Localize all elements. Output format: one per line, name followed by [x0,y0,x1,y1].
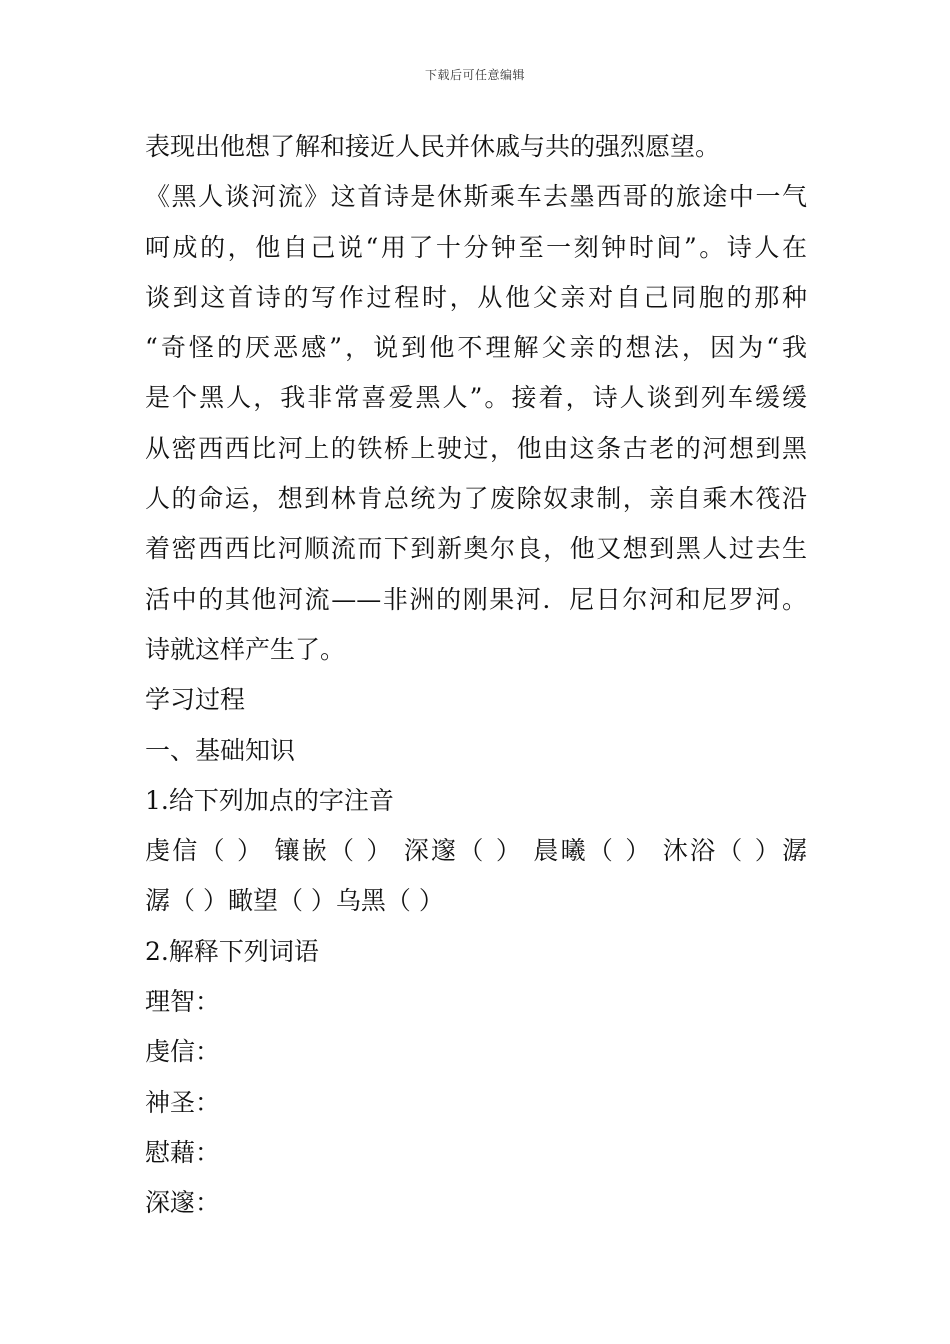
term-item: 理智： [145,987,221,1017]
paragraph-line: 着密西西比河顺流而下到新奥尔良，他又想到黑人过去生 [145,534,807,564]
part-heading: 一、基础知识 [145,735,296,765]
paragraph-line: 从密西西比河上的铁桥上驶过，他由这条古老的河想到黑 [145,433,807,463]
paragraph-line: 人的命运，想到林肯总统为了废除奴隶制，亲自乘木筏沿 [145,484,807,514]
paragraph-line: 是个黑人，我非常喜爱黑人”。接着，诗人谈到列车缓缓 [145,383,807,413]
term-item: 慰藉： [145,1137,221,1167]
question-title: 2.解释下列词语 [145,936,319,966]
paragraph-line: 《黑人谈河流》这首诗是休斯乘车去墨西哥的旅途中一气 [145,182,807,212]
pinyin-question-line: 潺（ ）瞰望（ ）乌黑（ ） [145,886,444,916]
term-item: 虔信： [145,1037,221,1067]
paragraph-line: 表现出他想了解和接近人民并休戚与共的强烈愿望。 [145,132,721,161]
question-title: 1.给下列加点的字注音 [145,785,394,815]
paragraph-line: “奇怪的厌恶感”，说到他不理解父亲的想法，因为“我 [145,333,807,363]
paragraph-line: 诗就这样产生了。 [145,634,346,664]
pinyin-question-line: 虔信（ ） 镶嵌（ ） 深邃（ ） 晨曦（ ） 沐浴（ ）潺 [145,836,807,866]
term-item: 神圣： [145,1087,221,1117]
page-header-note: 下载后可任意编辑 [424,68,525,82]
paragraph-line: 活中的其他河流——非洲的刚果河．尼日尔河和尼罗河。 [145,584,807,614]
document-body [145,122,807,1229]
paragraph-line: 谈到这首诗的写作过程时，从他父亲对自己同胞的那种 [145,282,807,312]
term-item: 深邃： [145,1188,221,1218]
paragraph-line: 呵成的，他自己说“用了十分钟至一刻钟时间”。诗人在 [145,232,807,262]
section-title: 学习过程 [145,685,246,715]
